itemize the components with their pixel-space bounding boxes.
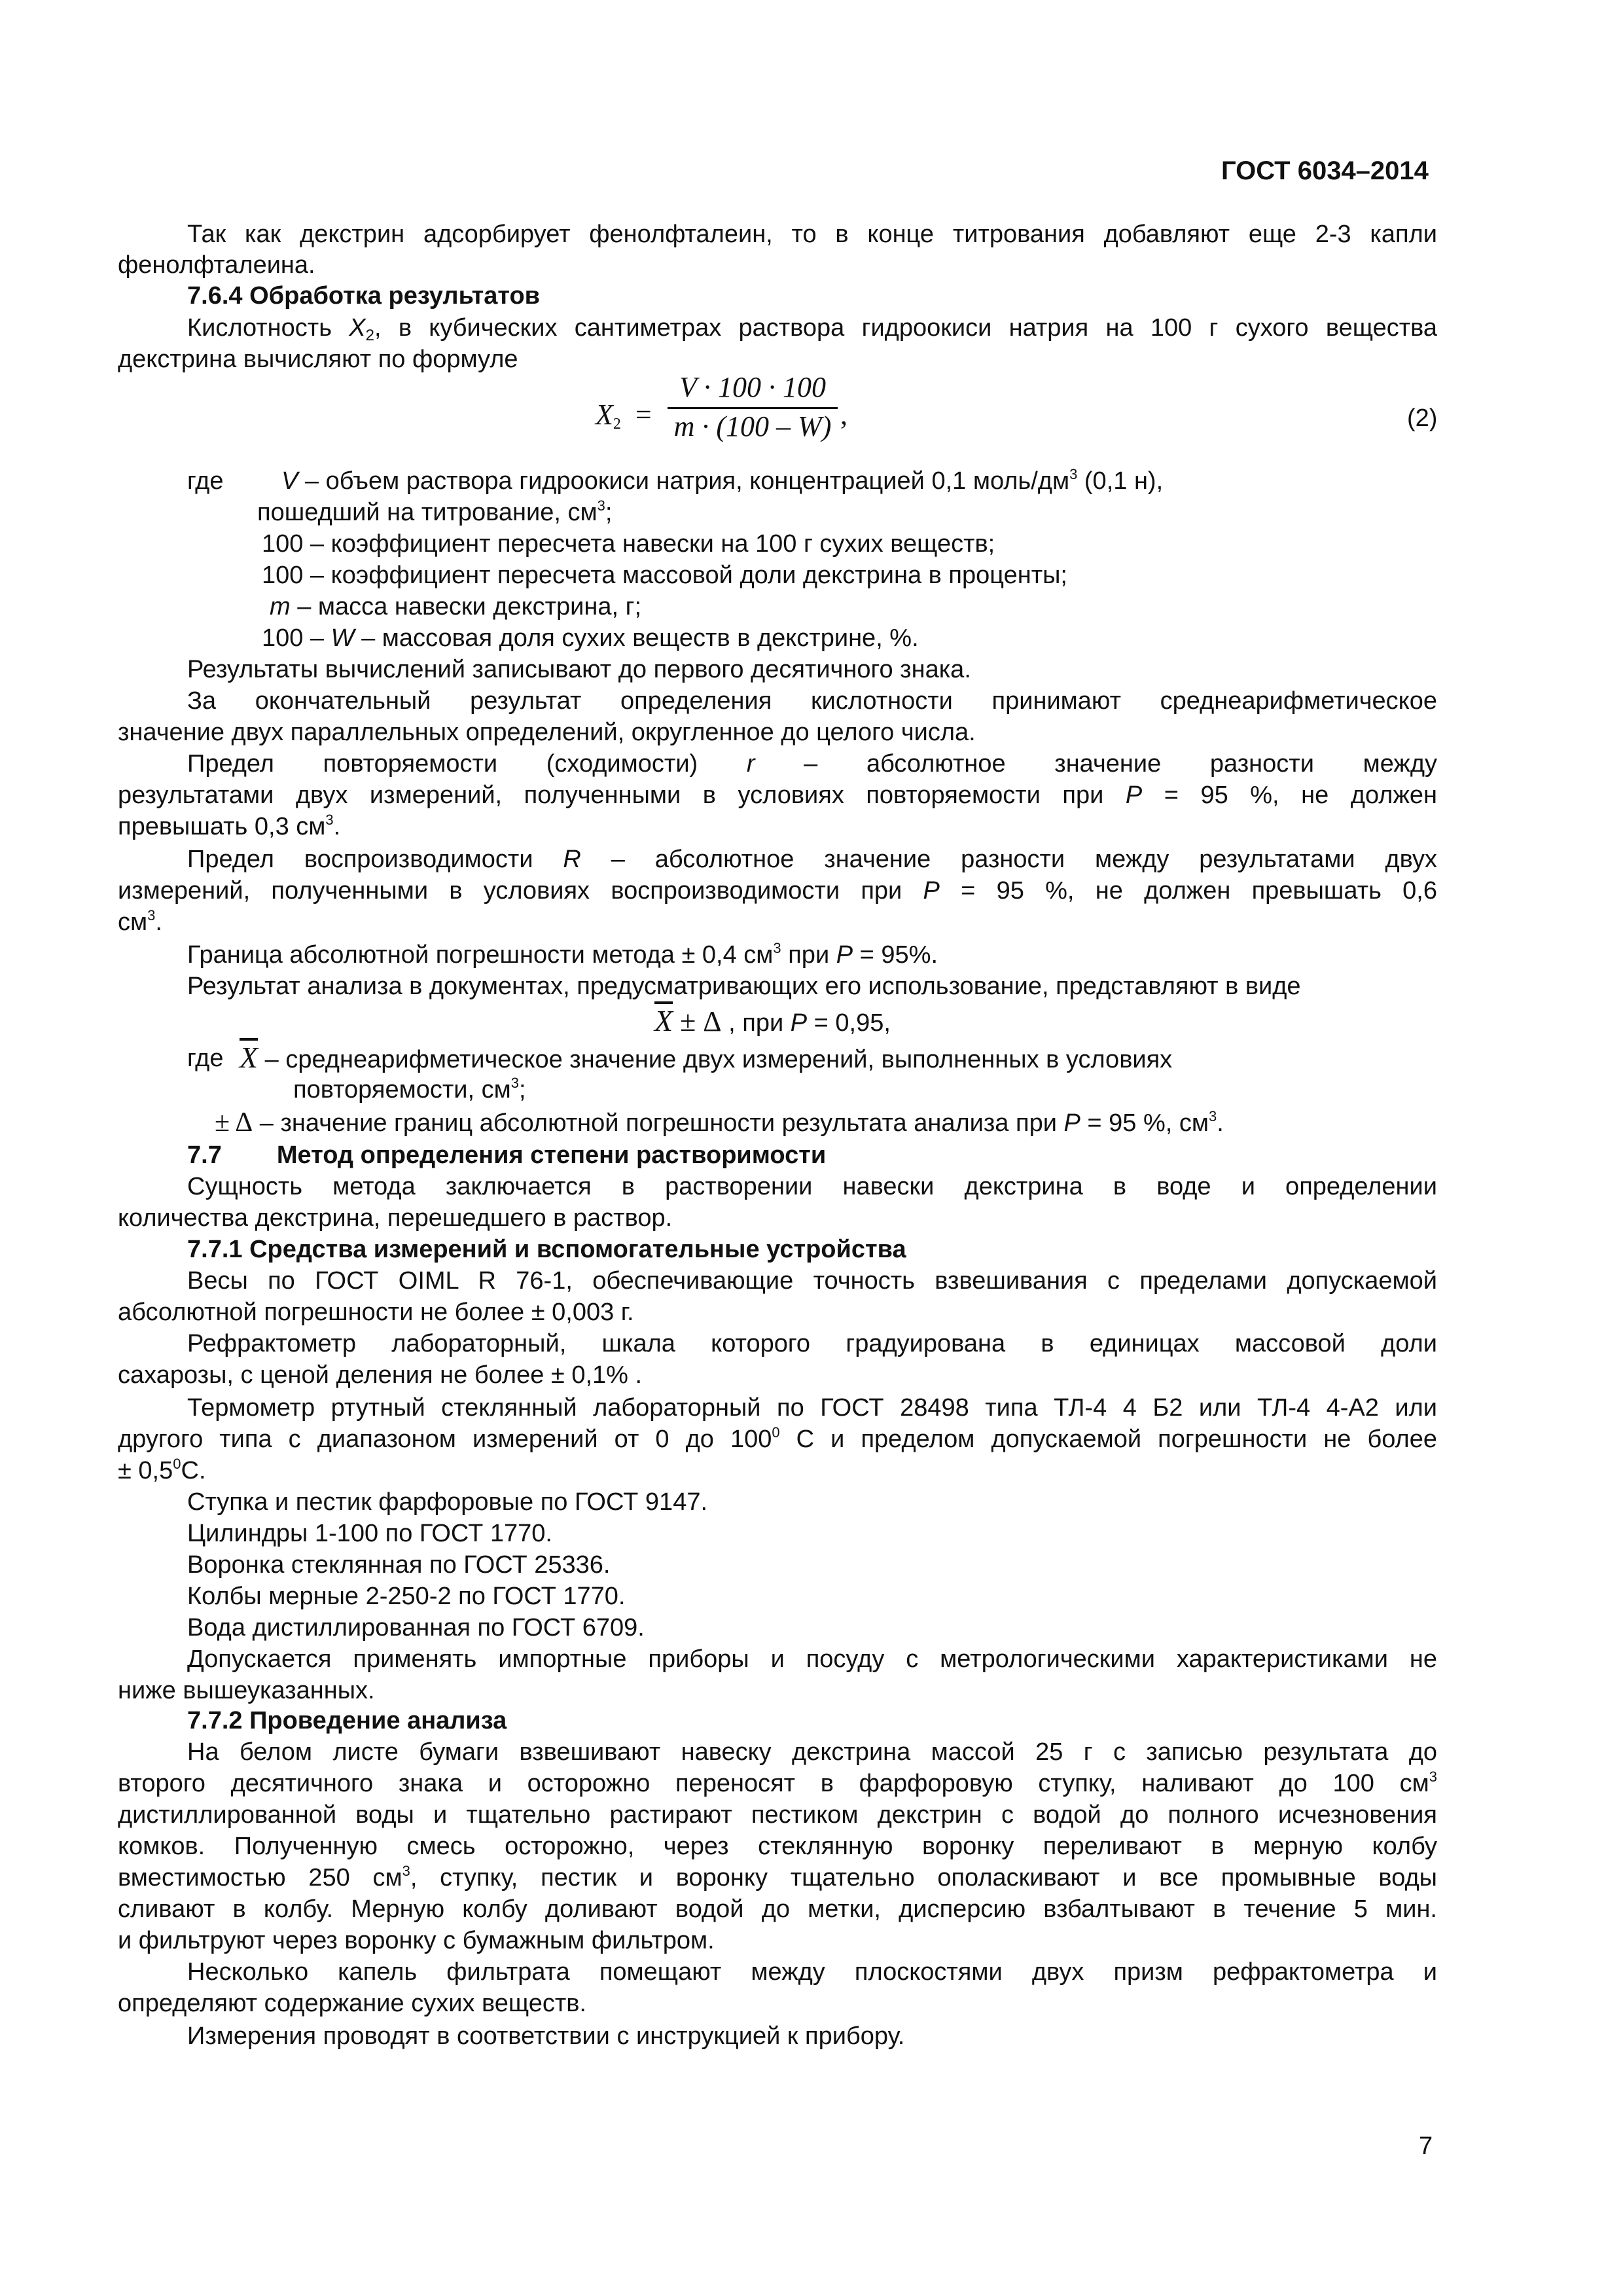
section-heading-7-7-2: 7.7.2 Проведение анализа [187,1707,507,1734]
paragraph-line: ± $0,5^0С$. [118,1456,206,1484]
fraction-bar [668,407,838,409]
paragraph-line: фенолфталеина. [118,251,315,279]
paragraph-line: Сущность метода заключается в растворении навески декстрина в воде и определении [187,1173,1437,1200]
paragraph-line: Предел воспроизводимости R – абсолютное значение разности между результатами двух [187,846,1437,873]
formula-numerator: V · 100 · 100 [679,371,827,403]
paragraph-line: второго десятичного знака и осторожно переносят в фарфоровую ступку, наливают до 100 $см^3$ [118,1768,1437,1797]
variable-definition: 100 – W – массовая доля сухих веществ в декстрине, %. [262,624,919,652]
formula-lhs: $X_2$ = [596,399,652,433]
paragraph-line: измерений, полученными в условиях воспроизводимости при P = 95 %, не должен превышать 0,6 [118,877,1437,905]
where-label: где [187,467,224,495]
variable-definition: ± Δ – значение границ абсолютной погрешности результата анализа при P = 95 %, $см^3$. [215,1107,1224,1138]
formula-comma: , [840,399,847,431]
equipment-item: Воронка стеклянная по ГОСТ 25336. [187,1551,611,1579]
paragraph-line: вместимостью 250 $см^3$, ступку, пестик и воронку тщательно ополаскивают и все промывные воды [118,1863,1437,1892]
paragraph-line: Граница абсолютной погрешности метода ± 0,4 $см^3$ при P = 95%. [187,940,938,969]
paragraph-line: Весы по ГОСТ OIML R 76-1, обеспечивающие точность взвешивания с пределами допускаемой [187,1267,1437,1295]
paragraph-line: Несколько капель фильтрата помещают между плоскостями двух призм рефрактометра и [187,1958,1437,1986]
paragraph-line: Термометр ртутный стеклянный лабораторный по ГОСТ 28498 типа ТЛ-4 4 Б2 или ТЛ-4 4-А2 или [187,1394,1437,1422]
paragraph-line: $см^3$. [118,907,162,936]
paragraph-line: Измерения проводят в соответствии с инструкцией к прибору. [187,2022,905,2050]
paragraph-line: Предел повторяемости (сходимости) r – абсолютное значение разности между [187,750,1437,778]
paragraph-line: За окончательный результат определения кислотности принимают среднеарифметическое [187,687,1437,715]
equipment-item: Цилиндры 1-100 по ГОСТ 1770. [187,1520,552,1547]
paragraph-line: превышать 0,3 $см^3$. [118,812,341,840]
formula-denominator: m · (100 – W) [673,410,832,442]
section-heading-7-6-4: 7.6.4 Обработка результатов [187,282,541,310]
variable-definition: V – объем раствора гидроокиси натрия, концентрацией 0,1 моль/$дм^3$ (0,1 н), [281,466,1164,495]
paragraph-line: определяют содержание сухих веществ. [118,1990,586,2017]
paragraph-line: значение двух параллельных определений, округленное до целого числа. [118,719,976,746]
paragraph-line: ниже вышеуказанных. [118,1677,375,1704]
paragraph-line: Результат анализа в документах, предусматривающих его использование, представляют в виде [187,973,1301,1000]
formula-number: (2) [1407,404,1438,432]
paragraph-line: Так как декстрин адсорбирует фенолфталеин, то в конце титрования добавляют еще 2-3 капли [187,221,1437,248]
paragraph-line: другого типа с диапазоном измерений от 0 до $100^0$ С и пределом допускаемой погрешности не более [118,1424,1437,1453]
paragraph-line: комков. Полученную смесь осторожно, через стеклянную воронку переливают в мерную колбу [118,1833,1437,1860]
paragraph-line: результатами двух измерений, полученными в условиях повторяемости при P = 95 %, не должен [118,781,1437,809]
variable-definition: $\overline{X}$ – среднеарифметическое значение двух измерений, выполненных в условиях [240,1041,1173,1074]
paragraph-line: и фильтруют через воронку с бумажным фильтром. [118,1927,715,1954]
section-heading-7-7-1: 7.7.1 Средства измерений и вспомогательные устройства [187,1236,906,1263]
equipment-item: Вода дистиллированная по ГОСТ 6709. [187,1614,645,1641]
paragraph-line: Кислотность $X_2$, в кубических сантиметрах раствора гидроокиси натрия на 100 г сухого вещества [187,314,1437,344]
paragraph-line: Рефрактометр лабораторный, шкала которого градуирована в единицах массовой доли [187,1330,1437,1357]
equipment-item: Ступка и пестик фарфоровые по ГОСТ 9147. [187,1488,708,1516]
section-heading-7-7: 7.7 Метод определения степени растворимости [187,1141,827,1169]
paragraph-line: сливают в колбу. Мерную колбу доливают водой до метки, дисперсию взбалтывают в течение 5 мин. [118,1895,1437,1923]
paragraph-line: абсолютной погрешности не более ± 0,003 г. [118,1299,634,1326]
variable-definition: пошедший на титрование, $см^3$; [257,497,613,526]
where-label: где [187,1045,224,1072]
variable-definition: 100 – коэффициент пересчета массовой доли декстрина в проценты; [262,562,1067,589]
equipment-item: Колбы мерные 2-250-2 по ГОСТ 1770. [187,1583,626,1610]
variable-definition: m – масса навески декстрина, г; [270,593,642,620]
paragraph-line: Допускается применять импортные приборы и посуду с метрологическими характеристиками не [187,1645,1437,1673]
paragraph-line: дистиллированной воды и тщательно растирают пестиком декстрин с водой до полного исчезновения [118,1801,1437,1829]
document-id-header: ГОСТ 6034–2014 [1221,156,1429,185]
page-number: 7 [1419,2132,1433,2160]
result-formula: $\overline{X} \pm \Delta$ , при P = 0,95, [654,1004,891,1037]
variable-definition: повторяемости, $см^3$; [293,1075,526,1103]
paragraph-line: декстрина вычисляют по формуле [118,346,518,373]
variable-definition: 100 – коэффициент пересчета навески на 100 г сухих веществ; [262,530,995,558]
paragraph-line: Результаты вычислений записывают до первого десятичного знака. [187,656,971,683]
paragraph-line: На белом листе бумаги взвешивают навеску декстрина массой 25 г с записью результата до [187,1738,1437,1766]
paragraph-line: сахарозы, с ценой деления не более ± 0,1% . [118,1361,643,1389]
paragraph-line: количества декстрина, перешедшего в раствор. [118,1204,673,1232]
